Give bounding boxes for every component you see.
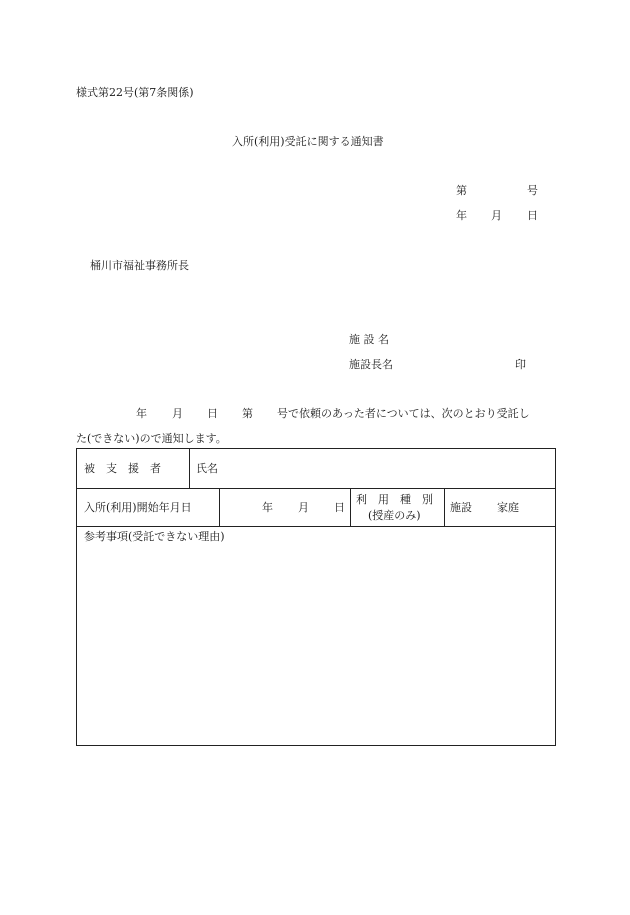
start-date-month: 月 — [298, 501, 309, 514]
body-month: 月 — [172, 407, 183, 420]
facility-name-label: 施 設 名 — [349, 333, 389, 346]
body-text-line2: た(できない)ので通知します。 — [76, 432, 227, 445]
facility-head-label: 施設長名 — [349, 358, 393, 371]
usage-home-option: 家庭 — [497, 501, 519, 514]
notes-label: 参考事項(受託できない理由) — [84, 530, 225, 543]
start-date-day: 日 — [334, 501, 345, 514]
table-column-divider — [444, 488, 445, 526]
body-year: 年 — [136, 407, 147, 420]
doc-number-dai: 第 — [456, 184, 467, 197]
table-row-divider — [77, 526, 555, 527]
date-day: 日 — [527, 209, 538, 222]
start-date-year: 年 — [262, 501, 273, 514]
start-date-label: 入所(利用)開始年月日 — [84, 501, 192, 514]
form-number: 様式第22号(第7条関係) — [76, 86, 194, 99]
date-month: 月 — [491, 209, 502, 222]
recipient-label: 被 支 援 者 — [84, 462, 161, 475]
body-day: 日 — [207, 407, 218, 420]
body-text-line1: 号で依頼のあった者については、次のとおり受託し — [277, 407, 530, 420]
table-column-divider — [189, 449, 190, 488]
usage-type-note: (授産のみ) — [368, 509, 421, 522]
seal-mark: 印 — [515, 358, 526, 371]
doc-number-go: 号 — [527, 184, 538, 197]
body-number-dai: 第 — [242, 407, 253, 420]
table-column-divider — [350, 488, 351, 526]
usage-facility-option: 施設 — [450, 501, 472, 514]
addressee: 桶川市福祉事務所長 — [90, 259, 189, 272]
form-table — [76, 448, 556, 746]
table-row-divider — [77, 488, 555, 489]
date-year: 年 — [456, 209, 467, 222]
document-title: 入所(利用)受託に関する通知書 — [232, 135, 384, 148]
table-column-divider — [219, 488, 220, 526]
recipient-name-label: 氏名 — [196, 462, 218, 475]
usage-type-label: 利 用 種 別 — [356, 493, 433, 506]
